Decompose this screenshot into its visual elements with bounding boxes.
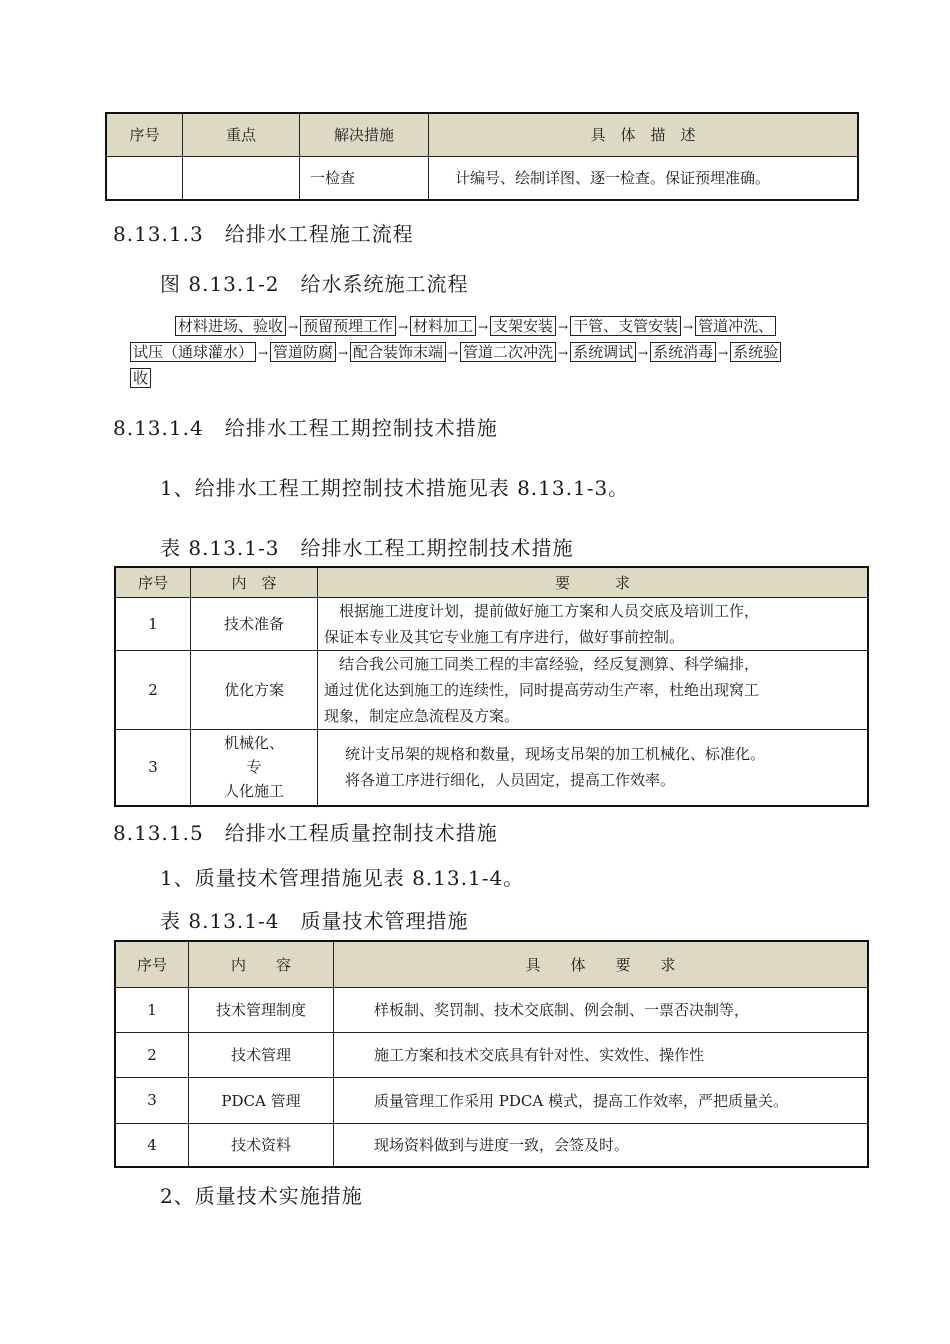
flow-step: 收 <box>130 368 151 388</box>
cell-requirement: 样板制、奖罚制、技术交底制、例会制、一票否决制等， <box>334 987 869 1032</box>
th-requirement: 要 求 <box>318 567 869 597</box>
cell-requirement <box>318 597 869 650</box>
flow-step: 管道防腐 <box>270 342 336 362</box>
arrow-right-icon: → <box>718 346 729 360</box>
cell-content: PDCA 管理 <box>189 1077 334 1123</box>
cell-content: 技术准备 <box>191 597 318 650</box>
cell-requirement: 现场资料做到与进度一致，会签及时。 <box>334 1123 869 1167</box>
paragraph-1: 1、给排水工程工期控制技术措施见表 8.13.1-3。 <box>160 476 630 500</box>
flow-step: 干管、支管安装 <box>570 316 681 336</box>
arrow-right-icon: → <box>398 320 409 334</box>
table-caption-8-13-1-4: 表 8.13.1-4 质量技术管理措施 <box>160 909 469 933</box>
flow-step: 系统消毒 <box>650 342 716 362</box>
cell-content <box>191 729 318 806</box>
text-line: 结合我公司施工同类工程的丰富经验，经反复测算、科学编排， <box>324 654 760 673</box>
flow-line-1 <box>175 316 776 336</box>
text-line: 机械化、 <box>223 734 284 753</box>
th-content: 内 容 <box>191 567 318 597</box>
table-row <box>115 729 868 806</box>
arrow-right-icon: → <box>558 320 569 334</box>
table-row <box>106 156 858 200</box>
flow-step: 材料进场、验收 <box>175 316 286 336</box>
flow-step: 管道冲洗、 <box>695 316 776 336</box>
cell-content: 技术资料 <box>189 1123 334 1167</box>
arrow-right-icon: → <box>448 346 459 360</box>
flow-step: 预留预埋工作 <box>300 316 396 336</box>
arrow-right-icon: → <box>478 320 489 334</box>
flow-line-2 <box>130 342 781 362</box>
flow-step: 材料加工 <box>410 316 476 336</box>
th-no: 序号 <box>106 113 183 156</box>
table-caption-8-13-1-3: 表 8.13.1-3 给排水工程工期控制技术措施 <box>160 536 574 560</box>
table-row <box>115 597 868 650</box>
table-row <box>115 1123 868 1167</box>
paragraph-3: 2、质量技术实施措施 <box>160 1184 363 1208</box>
text-line: 统计支吊架的规格和数量，现场支吊架的加工机械化、标准化。 <box>330 745 766 764</box>
table-quality-management <box>114 940 869 1168</box>
cell-requirement <box>318 729 869 806</box>
th-solution: 解决措施 <box>300 113 429 156</box>
flow-step: 系统调试 <box>570 342 636 362</box>
section-heading-8-13-1-3: 8.13.1.3 给排水工程施工流程 <box>113 222 414 246</box>
table-schedule-control <box>114 566 869 807</box>
figure-caption: 图 8.13.1-2 给水系统施工流程 <box>160 272 469 296</box>
cell-no: 3 <box>115 729 191 806</box>
table-row <box>115 1077 868 1123</box>
cell-content: 技术管理 <box>189 1032 334 1077</box>
cell-no <box>106 156 183 200</box>
cell-no: 4 <box>115 1123 189 1167</box>
flow-step: 配合装饰末端 <box>350 342 446 362</box>
text-line: 现象，制定应急流程及方案。 <box>324 706 520 725</box>
th-no: 序号 <box>115 941 189 987</box>
flow-step: 管道二次冲洗 <box>460 342 556 362</box>
section-heading-8-13-1-5: 8.13.1.5 给排水工程质量控制技术措施 <box>113 821 498 845</box>
paragraph-2: 1、质量技术管理措施见表 8.13.1-4。 <box>160 866 525 890</box>
cell-requirement: 施工方案和技术交底具有针对性、实效性、操作性 <box>334 1032 869 1077</box>
th-requirement: 具 体 要 求 <box>334 941 869 987</box>
text-line: 人化施工 <box>223 782 284 801</box>
cell-no: 2 <box>115 650 191 729</box>
text-line: 保证本专业及其它专业施工有序进行，做好事前控制。 <box>324 627 685 646</box>
arrow-right-icon: → <box>558 346 569 360</box>
text-line: 将各道工序进行细化，人员固定，提高工作效率。 <box>330 771 676 790</box>
arrow-right-icon: → <box>287 320 299 334</box>
th-key-point: 重点 <box>183 113 300 156</box>
arrow-right-icon: → <box>257 346 269 360</box>
cell-no: 1 <box>115 987 189 1032</box>
text-line: 根据施工进度计划，提前做好施工方案和人员交底及培训工作， <box>324 601 760 620</box>
cell-no: 2 <box>115 1032 189 1077</box>
th-content: 内 容 <box>189 941 334 987</box>
cell-content: 优化方案 <box>191 650 318 729</box>
flow-step: 支架安装 <box>490 316 556 336</box>
text-line: 通过优化达到施工的连续性，同时提高劳动生产率，杜绝出现窝工 <box>324 680 760 699</box>
table-row <box>115 1032 868 1077</box>
table-row <box>115 987 868 1032</box>
cell-requirement: 质量管理工作采用 PDCA 模式，提高工作效率，严把质量关。 <box>334 1077 869 1123</box>
th-no: 序号 <box>115 567 191 597</box>
arrow-right-icon: → <box>338 346 349 360</box>
text-line: 专 <box>246 758 262 777</box>
table-continued <box>105 112 859 201</box>
arrow-right-icon: → <box>683 320 694 334</box>
flow-step: 系统验 <box>730 342 781 362</box>
th-description: 具 体 描 述 <box>429 113 859 156</box>
flow-step: 试压（通球灌水） <box>130 342 256 362</box>
flow-line-3 <box>130 368 151 388</box>
cell-content: 技术管理制度 <box>189 987 334 1032</box>
cell-solution: 一检查 <box>300 156 429 200</box>
cell-no: 3 <box>115 1077 189 1123</box>
cell-no: 1 <box>115 597 191 650</box>
cell-key-point <box>183 156 300 200</box>
table-row <box>115 650 868 729</box>
arrow-right-icon: → <box>638 346 649 360</box>
cell-description: 计编号、绘制详图、逐一检查。保证预埋准确。 <box>429 156 859 200</box>
cell-requirement <box>318 650 869 729</box>
section-heading-8-13-1-4: 8.13.1.4 给排水工程工期控制技术措施 <box>113 416 498 440</box>
